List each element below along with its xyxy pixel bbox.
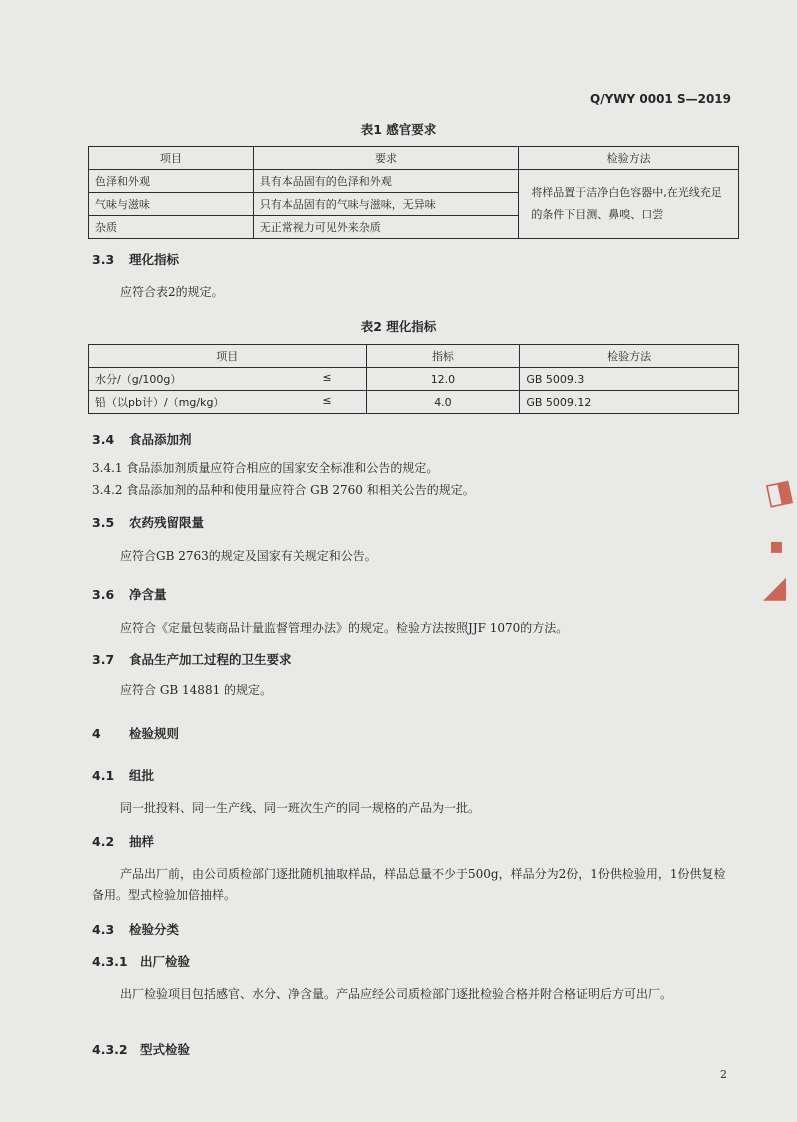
table-cell-value: 4.0 — [366, 391, 520, 414]
section-title: 食品生产加工过程的卫生要求 — [129, 652, 292, 667]
table-header-row — [89, 147, 739, 170]
section-number: 3.7 — [92, 652, 115, 667]
section-heading-4-2 — [92, 832, 154, 850]
section-text: 3.4.1 食品添加剂质量应符合相应的国家安全标准和公告的规定。 — [92, 461, 439, 475]
section-text: 同一批投料、同一生产线、同一班次生产的同一规格的产品为一批。 — [120, 801, 481, 815]
section-text: 产品出厂前，由公司质检部门逐批随机抽取样品，样品总量不少于500g，样品分为2份，1份供检验用，1份供复检备用。型式检验加倍抽样。 — [92, 867, 726, 902]
table1-caption: 表1 感官要求 — [360, 122, 437, 137]
section-title: 理化指标 — [129, 252, 180, 267]
section-number: 3.4 — [92, 432, 115, 447]
section-title: 抽样 — [129, 834, 155, 849]
section-number: 4 — [92, 726, 101, 741]
section-title: 净含量 — [129, 587, 167, 602]
section-number: 4.3 — [92, 922, 115, 937]
section-text: 出厂检验项目包括感官、水分、净含量。产品应经公司质检部门逐批检验合格并附合格证明后方可出厂。 — [120, 987, 673, 1001]
section-title: 检验分类 — [129, 922, 180, 937]
section-heading-3-4 — [92, 430, 192, 448]
section-heading-3-6 — [92, 585, 167, 603]
table-header-cell: 项目 — [89, 147, 254, 170]
standard-code: Q/YWY 0001 S—2019 — [590, 92, 731, 106]
table-row — [89, 368, 739, 391]
item-label: 水分/（g/100g） — [95, 373, 182, 386]
table-cell-requirement: 只有本品固有的气味与滋味，无异味 — [253, 193, 519, 216]
physicochemical-table — [88, 344, 739, 414]
section-heading-3-3 — [92, 250, 179, 268]
table-cell-method: 将样品置于洁净白色容器中,在光线充足的条件下目测、鼻嗅、口尝 — [519, 170, 739, 239]
section-text: 应符合表2的规定。 — [120, 285, 224, 299]
section-heading-3-7 — [92, 650, 292, 668]
section-title: 食品添加剂 — [129, 432, 192, 447]
section-heading-4 — [92, 724, 179, 742]
table-cell-item: 气味与滋味 — [89, 193, 254, 216]
section-number: 4.3.2 — [92, 1042, 128, 1057]
section-heading-3-5 — [92, 513, 204, 531]
sensory-requirements-table — [88, 146, 739, 239]
table-cell-value: 12.0 — [366, 368, 520, 391]
table-header-cell: 指标 — [366, 345, 520, 368]
section-title: 检验规则 — [129, 726, 180, 741]
operator: ≤ — [322, 371, 332, 384]
page-number: 2 — [720, 1068, 727, 1081]
table-header-cell: 项目 — [89, 345, 367, 368]
section-number: 3.3 — [92, 252, 115, 267]
section-text: 3.4.2 食品添加剂的品种和使用量应符合 GB 2760 和相关公告的规定。 — [92, 483, 475, 497]
section-number: 4.1 — [92, 768, 115, 783]
section-number: 3.6 — [92, 587, 115, 602]
section-heading-4-3-1 — [92, 952, 190, 970]
section-title: 型式检验 — [140, 1042, 191, 1057]
operator: ≤ — [322, 394, 332, 407]
table-cell-requirement: 具有本品固有的色泽和外观 — [253, 170, 519, 193]
table-header-cell: 检验方法 — [519, 147, 739, 170]
table2-caption: 表2 理化指标 — [360, 319, 437, 334]
section-title: 农药残留限量 — [129, 515, 205, 530]
section-number: 4.3.1 — [92, 954, 128, 969]
table-row — [89, 391, 739, 414]
table-header-cell: 要求 — [253, 147, 519, 170]
section-title: 组批 — [129, 768, 155, 783]
table-cell-item: 杂质 — [89, 216, 254, 239]
table-cell-item — [89, 368, 367, 391]
item-label: 铅（以pb计）/（mg/kg） — [95, 396, 225, 409]
section-number: 3.5 — [92, 515, 115, 530]
section-number: 4.2 — [92, 834, 115, 849]
table-cell-item: 色泽和外观 — [89, 170, 254, 193]
section-heading-4-3 — [92, 920, 179, 938]
table-cell-item — [89, 391, 367, 414]
red-seal-stamp: ◨ ▪ ◢ — [761, 472, 797, 605]
section-title: 出厂检验 — [140, 954, 191, 969]
table-cell-method: GB 5009.3 — [520, 368, 739, 391]
table-header-row — [89, 345, 739, 368]
table-row — [89, 170, 739, 193]
section-text: 应符合GB 2763的规定及国家有关规定和公告。 — [120, 549, 377, 563]
section-heading-4-3-2 — [92, 1040, 190, 1058]
section-heading-4-1 — [92, 766, 154, 784]
section-text: 应符合《定量包装商品计量监督管理办法》的规定。检验方法按照JJF 1070的方法。 — [120, 621, 569, 635]
table-cell-requirement: 无正常视力可见外来杂质 — [253, 216, 519, 239]
table-header-cell: 检验方法 — [520, 345, 739, 368]
section-text: 应符合 GB 14881 的规定。 — [120, 683, 273, 697]
table-cell-method: GB 5009.12 — [520, 391, 739, 414]
